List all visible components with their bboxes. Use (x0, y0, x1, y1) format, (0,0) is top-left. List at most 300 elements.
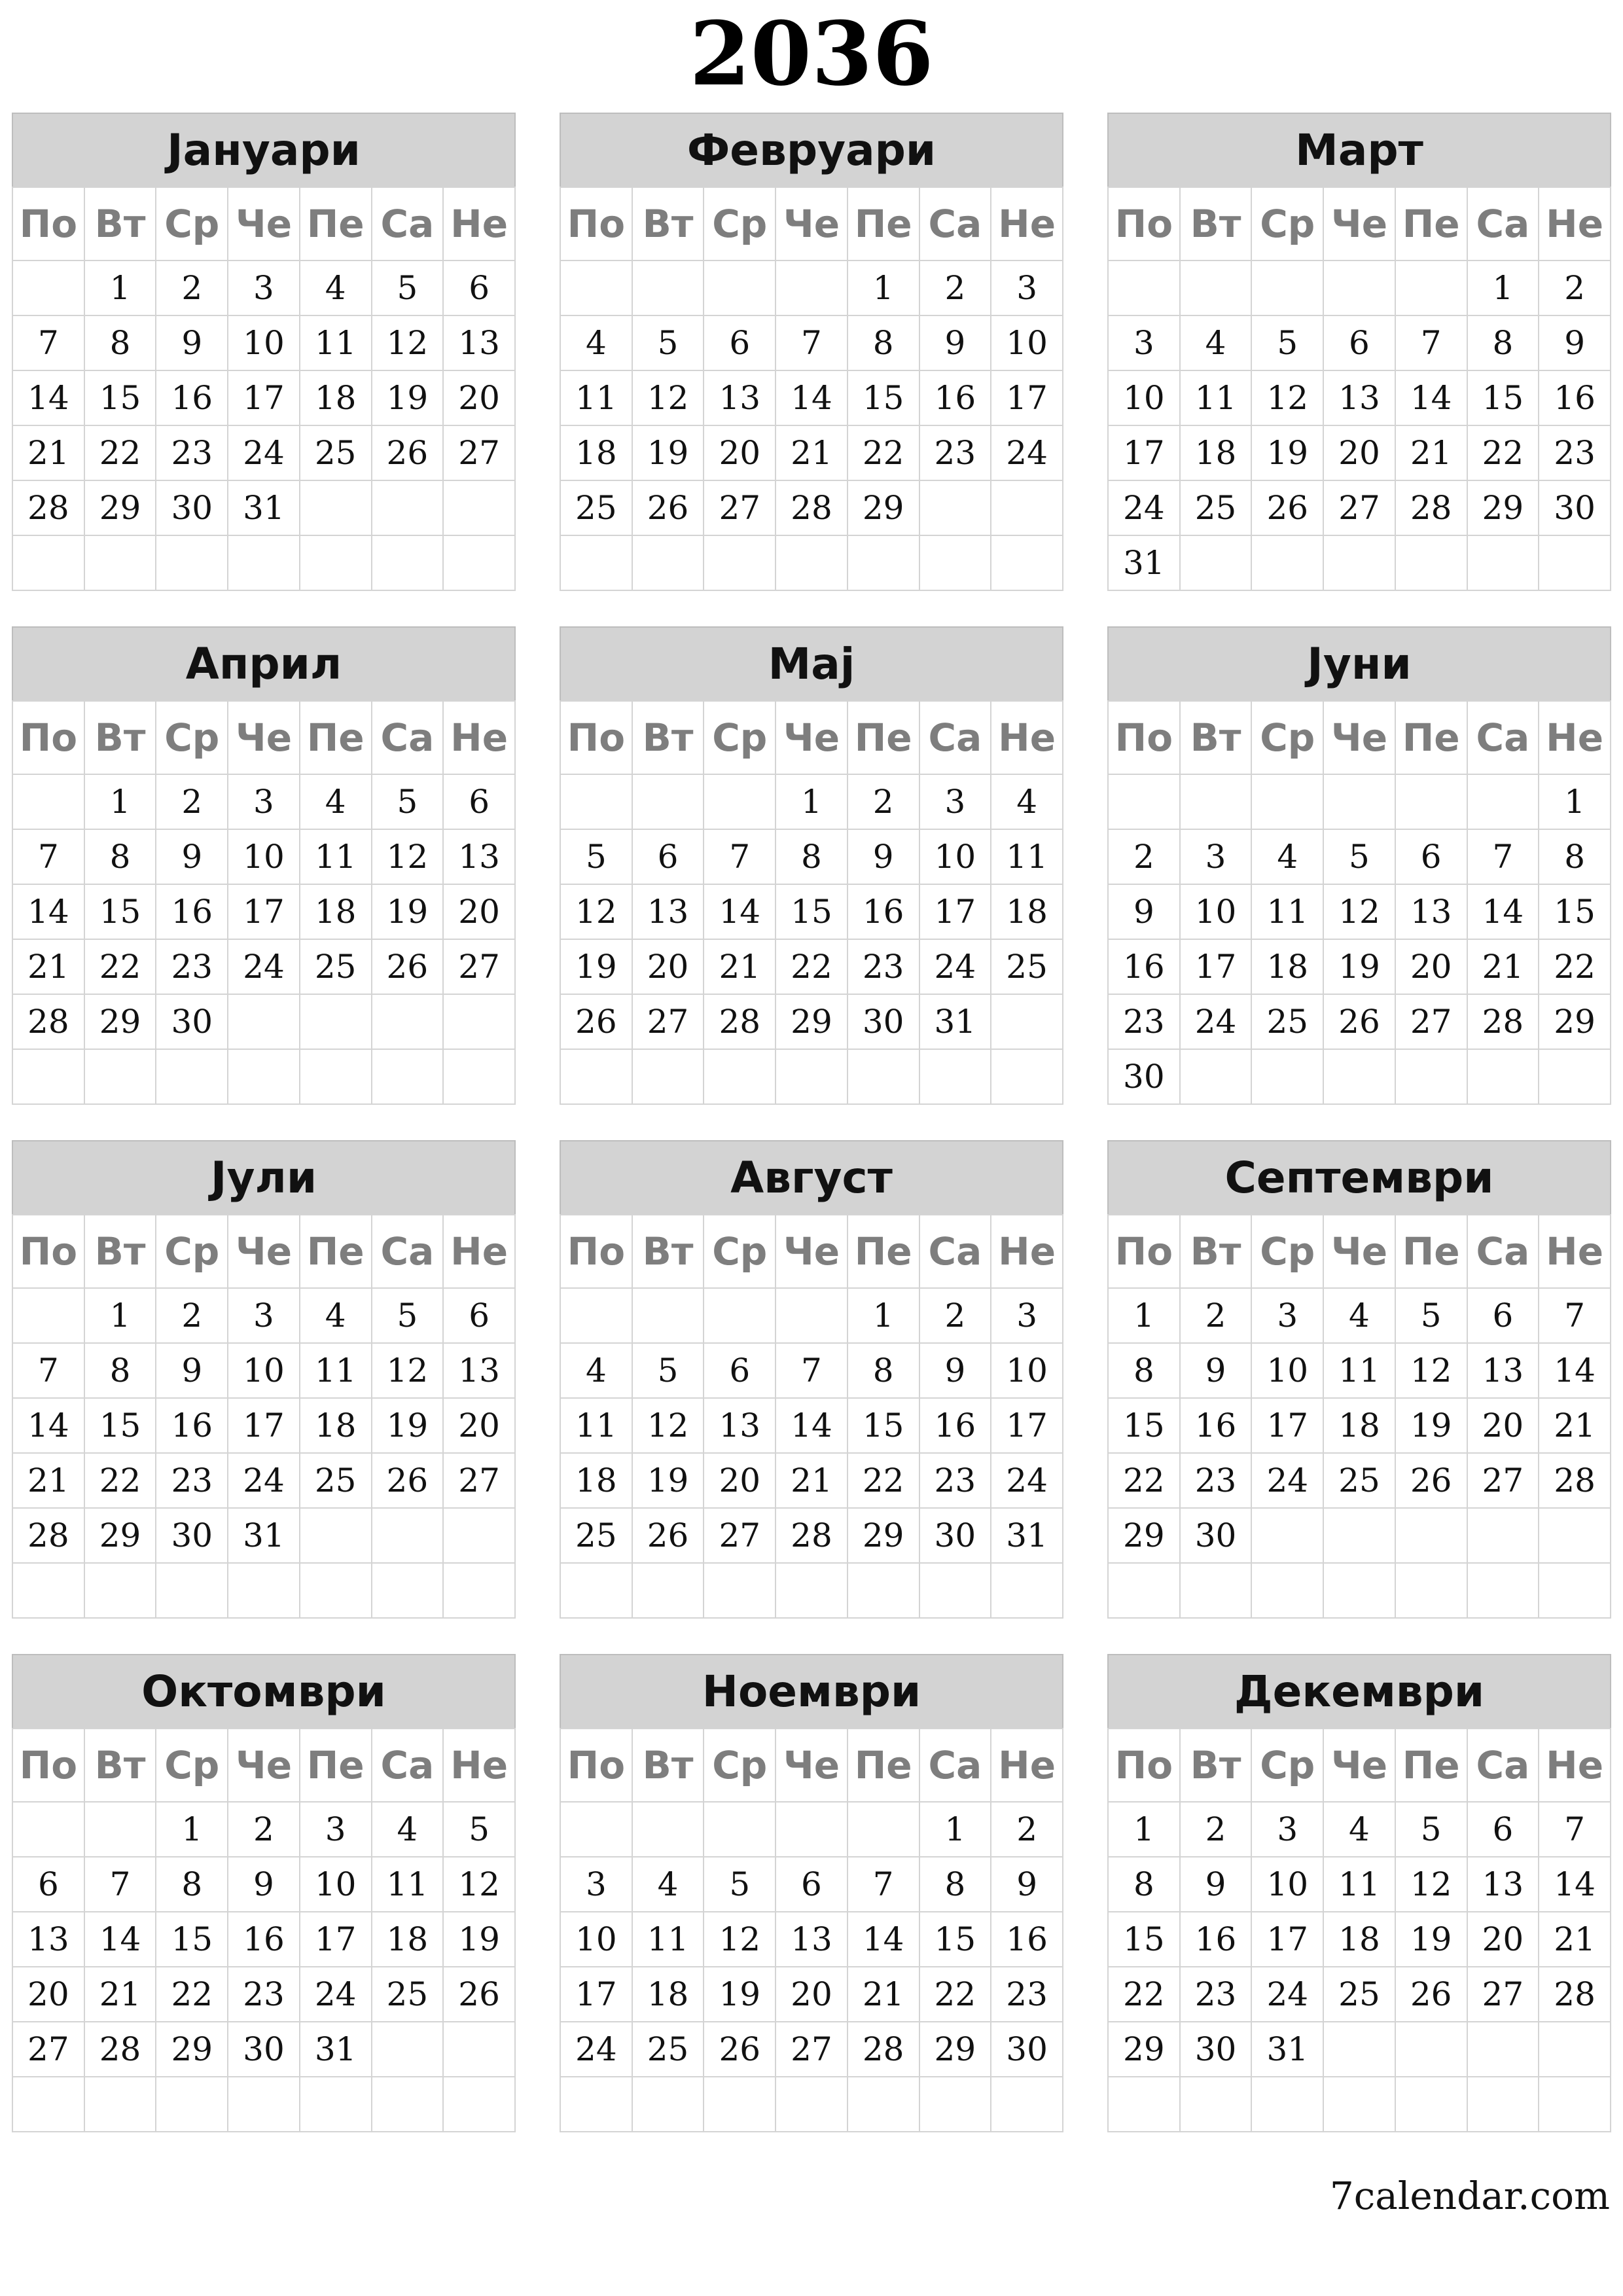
day-cell: 31 (228, 1508, 300, 1563)
day-cell: 28 (1395, 480, 1467, 535)
day-cell: 21 (776, 1453, 847, 1508)
week-row (560, 2022, 1063, 2077)
week-row (1108, 1857, 1611, 1912)
day-cell (776, 260, 847, 315)
weekday-label: Са (372, 1215, 444, 1288)
day-cell: 27 (704, 480, 776, 535)
weekday-label: По (560, 701, 632, 774)
weekday-label: Са (1467, 1215, 1539, 1288)
day-cell: 2 (991, 1802, 1063, 1857)
day-cell (84, 1563, 156, 1618)
month-days-table (12, 1728, 516, 2132)
day-cell (156, 1563, 228, 1618)
week-row (1108, 1912, 1611, 1967)
day-cell: 14 (12, 1398, 84, 1453)
week-row (12, 994, 515, 1049)
day-cell (443, 1049, 515, 1104)
weekday-header-row (560, 187, 1063, 260)
day-cell (704, 1802, 776, 1857)
day-cell (776, 2077, 847, 2132)
week-row (12, 1049, 515, 1104)
day-cell: 14 (1467, 884, 1539, 939)
day-cell (847, 1049, 919, 1104)
day-cell (12, 1802, 84, 1857)
day-cell: 4 (560, 315, 632, 370)
day-cell: 27 (704, 1508, 776, 1563)
month-block (1107, 1654, 1611, 2128)
week-row (560, 884, 1063, 939)
day-cell: 3 (1251, 1288, 1323, 1343)
day-cell: 11 (991, 829, 1063, 884)
weekday-label: Ср (1251, 1729, 1323, 1802)
day-cell (1539, 2077, 1611, 2132)
weekday-label: Са (372, 1729, 444, 1802)
day-cell: 10 (228, 315, 300, 370)
day-cell: 4 (1180, 315, 1252, 370)
week-row (1108, 1343, 1611, 1398)
day-cell: 13 (1323, 370, 1395, 425)
day-cell (300, 1563, 372, 1618)
day-cell (228, 1049, 300, 1104)
day-cell: 6 (776, 1857, 847, 1912)
day-cell: 26 (704, 2022, 776, 2077)
day-cell: 14 (776, 1398, 847, 1453)
day-cell: 3 (228, 1288, 300, 1343)
week-row (1108, 260, 1611, 315)
day-cell: 27 (443, 939, 515, 994)
month-block (1107, 1140, 1611, 1615)
week-row (12, 1398, 515, 1453)
day-cell: 16 (156, 884, 228, 939)
month-name: Јуни (1107, 626, 1611, 700)
day-cell: 19 (372, 1398, 444, 1453)
day-cell: 24 (991, 425, 1063, 480)
weekday-label: Са (919, 1215, 991, 1288)
day-cell (1395, 1508, 1467, 1563)
week-row (560, 1912, 1063, 1967)
week-row (560, 1563, 1063, 1618)
day-cell: 2 (919, 1288, 991, 1343)
weekday-label: Че (1323, 701, 1395, 774)
weekday-header-row (1108, 1729, 1611, 1802)
day-cell: 13 (1395, 884, 1467, 939)
day-cell: 28 (1539, 1453, 1611, 1508)
day-cell: 10 (1251, 1343, 1323, 1398)
day-cell: 7 (1539, 1802, 1611, 1857)
day-cell: 31 (991, 1508, 1063, 1563)
week-row (560, 480, 1063, 535)
day-cell: 1 (156, 1802, 228, 1857)
week-row (12, 829, 515, 884)
day-cell: 11 (300, 315, 372, 370)
day-cell: 12 (372, 1343, 444, 1398)
day-cell: 29 (847, 1508, 919, 1563)
day-cell: 19 (632, 425, 704, 480)
day-cell: 13 (776, 1912, 847, 1967)
day-cell (991, 2077, 1063, 2132)
week-row (1108, 1049, 1611, 1104)
week-row (12, 774, 515, 829)
week-row (560, 1049, 1063, 1104)
day-cell: 13 (443, 315, 515, 370)
day-cell: 15 (847, 370, 919, 425)
week-row (1108, 1288, 1611, 1343)
day-cell (1395, 260, 1467, 315)
day-cell (1539, 2022, 1611, 2077)
weekday-label: Не (991, 187, 1063, 260)
day-cell: 5 (372, 774, 444, 829)
day-cell (1180, 535, 1252, 590)
month-name: Јули (12, 1140, 516, 1214)
day-cell (704, 260, 776, 315)
day-cell (372, 1563, 444, 1618)
day-cell: 14 (84, 1912, 156, 1967)
day-cell: 7 (1467, 829, 1539, 884)
week-row (560, 1288, 1063, 1343)
day-cell (372, 2022, 444, 2077)
day-cell: 23 (919, 1453, 991, 1508)
weekday-label: Пе (300, 1215, 372, 1288)
day-cell: 2 (156, 260, 228, 315)
day-cell (300, 1508, 372, 1563)
day-cell: 30 (156, 480, 228, 535)
weekday-header-row (1108, 187, 1611, 260)
day-cell: 8 (847, 1343, 919, 1398)
day-cell: 24 (1180, 994, 1252, 1049)
day-cell: 15 (84, 370, 156, 425)
day-cell: 19 (632, 1453, 704, 1508)
day-cell: 12 (704, 1912, 776, 1967)
day-cell: 1 (1539, 774, 1611, 829)
day-cell: 29 (1467, 480, 1539, 535)
day-cell: 9 (156, 1343, 228, 1398)
day-cell: 19 (1251, 425, 1323, 480)
day-cell (632, 1288, 704, 1343)
weekday-label: Пе (1395, 187, 1467, 260)
day-cell (1323, 535, 1395, 590)
weekday-label: Пе (1395, 1215, 1467, 1288)
day-cell (991, 1049, 1063, 1104)
day-cell: 16 (919, 370, 991, 425)
day-cell: 6 (1467, 1802, 1539, 1857)
day-cell: 3 (1180, 829, 1252, 884)
day-cell: 19 (443, 1912, 515, 1967)
calendar-year-title: 2036 (689, 2, 934, 105)
day-cell: 9 (919, 1343, 991, 1398)
day-cell: 1 (847, 260, 919, 315)
day-cell: 7 (704, 829, 776, 884)
week-row (560, 774, 1063, 829)
day-cell (632, 1049, 704, 1104)
day-cell (776, 1563, 847, 1618)
weekday-header-row (1108, 1215, 1611, 1288)
month-days-table (12, 700, 516, 1105)
day-cell (12, 1563, 84, 1618)
week-row (560, 994, 1063, 1049)
day-cell: 26 (1395, 1453, 1467, 1508)
day-cell: 2 (1180, 1802, 1252, 1857)
week-row (12, 480, 515, 535)
day-cell: 16 (1180, 1912, 1252, 1967)
day-cell: 11 (300, 829, 372, 884)
day-cell: 26 (1323, 994, 1395, 1049)
day-cell: 25 (1180, 480, 1252, 535)
month-name: Јануари (12, 113, 516, 187)
weekday-header-row (12, 1729, 515, 1802)
day-cell (919, 480, 991, 535)
site-credit: 7calendar.com (1329, 2174, 1610, 2218)
day-cell (632, 2077, 704, 2132)
day-cell (1395, 1049, 1467, 1104)
day-cell: 31 (300, 2022, 372, 2077)
week-row (12, 535, 515, 590)
week-row (1108, 1398, 1611, 1453)
day-cell (12, 260, 84, 315)
day-cell (776, 535, 847, 590)
day-cell: 25 (560, 480, 632, 535)
day-cell: 30 (919, 1508, 991, 1563)
weekday-label: Вт (632, 187, 704, 260)
day-cell: 31 (228, 480, 300, 535)
day-cell: 12 (632, 1398, 704, 1453)
weekday-label: Че (776, 1729, 847, 1802)
day-cell (1108, 260, 1180, 315)
day-cell: 3 (991, 260, 1063, 315)
day-cell: 21 (704, 939, 776, 994)
day-cell: 22 (84, 425, 156, 480)
weekday-label: Пе (300, 187, 372, 260)
day-cell: 23 (919, 425, 991, 480)
day-cell: 12 (1323, 884, 1395, 939)
day-cell: 7 (12, 315, 84, 370)
day-cell (1251, 774, 1323, 829)
day-cell: 3 (1251, 1802, 1323, 1857)
day-cell (1539, 535, 1611, 590)
day-cell: 9 (1180, 1343, 1252, 1398)
week-row (560, 370, 1063, 425)
day-cell: 5 (632, 1343, 704, 1398)
month-block (560, 113, 1063, 587)
day-cell (1180, 774, 1252, 829)
day-cell: 30 (1180, 1508, 1252, 1563)
day-cell: 14 (1539, 1343, 1611, 1398)
day-cell (1251, 2077, 1323, 2132)
day-cell: 25 (1251, 994, 1323, 1049)
day-cell: 15 (1108, 1912, 1180, 1967)
day-cell (991, 480, 1063, 535)
day-cell (632, 260, 704, 315)
day-cell: 5 (1251, 315, 1323, 370)
day-cell (443, 994, 515, 1049)
day-cell: 18 (1323, 1912, 1395, 1967)
day-cell: 29 (919, 2022, 991, 2077)
day-cell: 9 (1539, 315, 1611, 370)
day-cell: 13 (12, 1912, 84, 1967)
day-cell: 25 (560, 1508, 632, 1563)
day-cell (372, 1049, 444, 1104)
day-cell: 23 (156, 939, 228, 994)
day-cell: 2 (156, 1288, 228, 1343)
weekday-label: Че (776, 1215, 847, 1288)
day-cell (1323, 260, 1395, 315)
weekday-label: Са (372, 701, 444, 774)
day-cell: 23 (847, 939, 919, 994)
week-row (1108, 1563, 1611, 1618)
day-cell (704, 535, 776, 590)
day-cell: 15 (1108, 1398, 1180, 1453)
day-cell: 29 (84, 480, 156, 535)
day-cell: 19 (1395, 1398, 1467, 1453)
day-cell: 13 (632, 884, 704, 939)
weekday-label: Не (443, 1729, 515, 1802)
day-cell (847, 1563, 919, 1618)
weekday-label: Пе (300, 701, 372, 774)
day-cell: 20 (443, 884, 515, 939)
day-cell: 23 (1539, 425, 1611, 480)
day-cell: 8 (776, 829, 847, 884)
day-cell: 10 (300, 1857, 372, 1912)
day-cell: 20 (704, 1453, 776, 1508)
day-cell: 24 (1251, 1967, 1323, 2022)
day-cell: 3 (1108, 315, 1180, 370)
day-cell (1108, 774, 1180, 829)
day-cell (560, 260, 632, 315)
day-cell (1180, 260, 1252, 315)
day-cell: 24 (1108, 480, 1180, 535)
day-cell (991, 994, 1063, 1049)
day-cell: 13 (1467, 1343, 1539, 1398)
day-cell: 17 (300, 1912, 372, 1967)
month-block (12, 1140, 516, 1615)
day-cell: 29 (847, 480, 919, 535)
day-cell: 22 (847, 425, 919, 480)
day-cell: 15 (1467, 370, 1539, 425)
months-grid (12, 113, 1611, 2128)
day-cell: 25 (300, 425, 372, 480)
month-days-table (1107, 1214, 1611, 1619)
day-cell (1323, 2077, 1395, 2132)
day-cell (704, 2077, 776, 2132)
day-cell: 25 (991, 939, 1063, 994)
weekday-label: Не (1539, 1729, 1611, 1802)
day-cell: 25 (300, 939, 372, 994)
day-cell: 7 (12, 1343, 84, 1398)
day-cell: 23 (156, 1453, 228, 1508)
day-cell: 4 (991, 774, 1063, 829)
day-cell (300, 2077, 372, 2132)
day-cell: 22 (847, 1453, 919, 1508)
weekday-label: Ср (156, 701, 228, 774)
day-cell (1180, 2077, 1252, 2132)
day-cell (1539, 1508, 1611, 1563)
day-cell: 21 (12, 1453, 84, 1508)
week-row (1108, 829, 1611, 884)
day-cell: 16 (919, 1398, 991, 1453)
day-cell: 22 (84, 939, 156, 994)
day-cell: 18 (632, 1967, 704, 2022)
day-cell: 22 (1108, 1453, 1180, 1508)
day-cell: 6 (704, 315, 776, 370)
day-cell: 30 (156, 994, 228, 1049)
day-cell (84, 1049, 156, 1104)
day-cell: 2 (156, 774, 228, 829)
day-cell (632, 1802, 704, 1857)
day-cell: 23 (1180, 1453, 1252, 1508)
day-cell: 6 (12, 1857, 84, 1912)
day-cell: 7 (776, 1343, 847, 1398)
weekday-label: Вт (632, 701, 704, 774)
day-cell: 27 (1395, 994, 1467, 1049)
month-name: Април (12, 626, 516, 700)
day-cell: 21 (1539, 1398, 1611, 1453)
weekday-label: По (12, 1215, 84, 1288)
month-name: Мај (560, 626, 1063, 700)
day-cell (12, 1288, 84, 1343)
day-cell (1395, 774, 1467, 829)
weekday-label: Ср (156, 1215, 228, 1288)
day-cell: 10 (560, 1912, 632, 1967)
day-cell: 10 (228, 829, 300, 884)
day-cell: 21 (1539, 1912, 1611, 1967)
day-cell (776, 1288, 847, 1343)
day-cell: 10 (991, 1343, 1063, 1398)
day-cell: 27 (1323, 480, 1395, 535)
weekday-label: По (1108, 701, 1180, 774)
day-cell: 1 (84, 260, 156, 315)
day-cell (919, 1563, 991, 1618)
day-cell (228, 994, 300, 1049)
day-cell: 19 (372, 884, 444, 939)
day-cell (1323, 2022, 1395, 2077)
week-row (12, 2022, 515, 2077)
week-row (1108, 535, 1611, 590)
weekday-label: Ср (704, 1215, 776, 1288)
week-row (1108, 1967, 1611, 2022)
day-cell: 11 (560, 370, 632, 425)
day-cell: 12 (372, 315, 444, 370)
week-row (1108, 1802, 1611, 1857)
day-cell: 14 (1395, 370, 1467, 425)
day-cell (1467, 2022, 1539, 2077)
day-cell (560, 1288, 632, 1343)
day-cell: 7 (1539, 1288, 1611, 1343)
day-cell: 1 (1467, 260, 1539, 315)
day-cell: 11 (1323, 1343, 1395, 1398)
day-cell: 16 (847, 884, 919, 939)
day-cell (372, 2077, 444, 2132)
day-cell (372, 535, 444, 590)
weekday-label: По (1108, 1729, 1180, 1802)
day-cell: 3 (560, 1857, 632, 1912)
month-name: Октомври (12, 1654, 516, 1728)
day-cell (1467, 2077, 1539, 2132)
day-cell (300, 535, 372, 590)
weekday-label: Не (1539, 187, 1611, 260)
day-cell: 22 (1467, 425, 1539, 480)
day-cell: 3 (991, 1288, 1063, 1343)
day-cell: 14 (12, 370, 84, 425)
month-days-table (12, 1214, 516, 1619)
day-cell (919, 2077, 991, 2132)
day-cell: 9 (919, 315, 991, 370)
month-name: Февруари (560, 113, 1063, 187)
day-cell: 8 (919, 1857, 991, 1912)
day-cell (12, 1049, 84, 1104)
weekday-label: Вт (84, 187, 156, 260)
day-cell: 6 (1323, 315, 1395, 370)
day-cell: 2 (1539, 260, 1611, 315)
week-row (1108, 1508, 1611, 1563)
